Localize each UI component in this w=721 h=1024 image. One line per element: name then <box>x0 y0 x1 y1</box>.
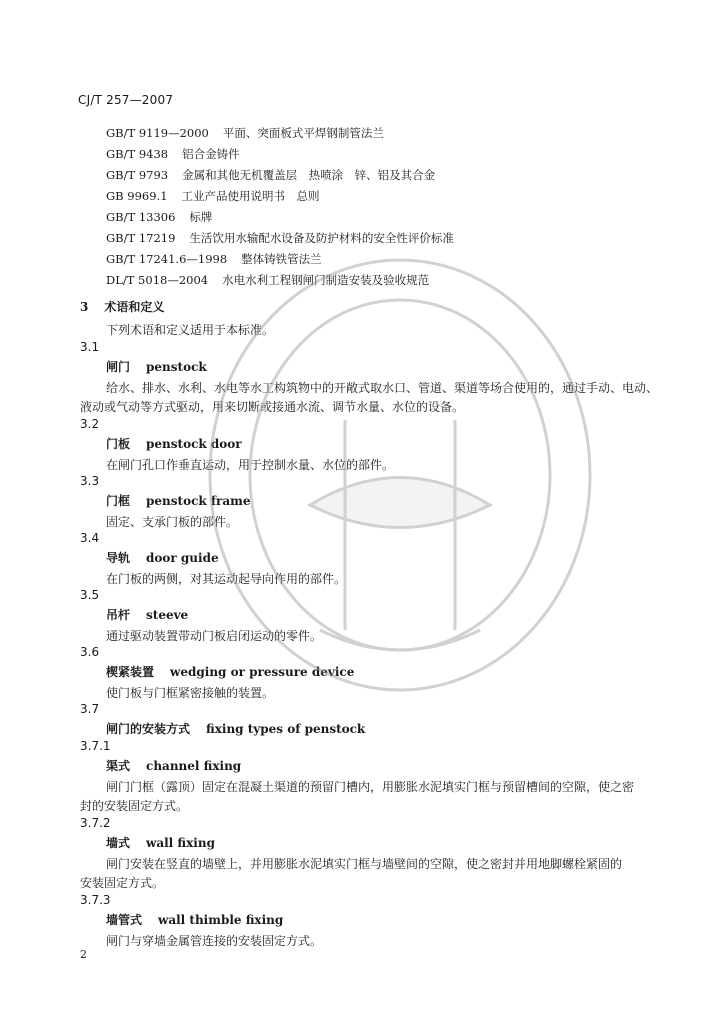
term-heading <box>106 834 215 851</box>
reference-code: GB/T 17219 <box>106 231 176 245</box>
section-intro: 下列术语和定义适用于本标准。 <box>106 323 275 337</box>
term-definition: 使门板与门框紧密接触的装置。 <box>106 686 275 700</box>
term-definition: 给水、排水、水利、水电等水工构筑物中的开敞式取水口、管道、渠道等场合使用的，通过手动、电动、 <box>106 381 659 395</box>
reference-code: GB/T 9438 <box>106 147 169 161</box>
term-definition: 在门板的两侧，对其运动起导向作用的部件。 <box>106 572 347 586</box>
term-number: 3.7 <box>80 702 100 716</box>
term-definition: 液动或气动等方式驱动，用来切断或接通水流、调节水量、水位的设备。 <box>80 400 465 414</box>
term-heading <box>106 549 219 566</box>
term-number: 3.7.3 <box>80 893 111 907</box>
term-definition: 封的安装固定方式。 <box>80 799 189 813</box>
term-number: 3.3 <box>80 474 100 488</box>
term-en: channel fixing <box>146 759 242 773</box>
reference-line <box>106 251 322 267</box>
term-heading <box>106 720 365 737</box>
term-heading <box>106 492 250 509</box>
term-en: wall fixing <box>146 836 215 850</box>
term-zh: 墙管式 <box>106 913 143 927</box>
term-definition: 固定、支承门板的部件。 <box>106 515 239 529</box>
term-heading <box>106 358 207 375</box>
term-number: 3.6 <box>80 645 100 659</box>
reference-line <box>106 209 212 225</box>
reference-title: 标牌 <box>189 210 213 224</box>
term-en: steeve <box>146 608 189 622</box>
reference-code: GB/T 9119—2000 <box>106 126 209 140</box>
term-number: 3.5 <box>80 588 100 602</box>
reference-line <box>106 272 429 288</box>
reference-code: GB/T 9793 <box>106 168 169 182</box>
section-title: 术语和定义 <box>104 300 165 314</box>
term-zh: 闸门 <box>106 360 131 374</box>
term-en: door guide <box>146 551 219 565</box>
standard-header: CJ/T 257—2007 <box>78 93 174 107</box>
term-definition: 通过驱动装置带动门板启闭运动的零件。 <box>106 629 323 643</box>
reference-line <box>106 230 454 246</box>
term-en: penstock <box>146 360 207 374</box>
term-en: wall thimble fixing <box>158 913 284 927</box>
term-heading <box>106 435 242 452</box>
term-number: 3.2 <box>80 417 100 431</box>
term-en: penstock frame <box>146 494 251 508</box>
reference-line <box>106 125 384 141</box>
reference-title: 整体铸铁管法兰 <box>241 252 322 266</box>
term-definition: 闸门门框（露顶）固定在混凝土渠道的预留门槽内，用膨胀水泥填实门框与预留槽间的空隙，使之密 <box>106 780 635 794</box>
reference-title: 金属和其他无机覆盖层 热喷涂 锌、铝及其合金 <box>182 168 436 182</box>
reference-title: 工业产品使用说明书 总则 <box>181 189 320 203</box>
reference-line <box>106 146 240 162</box>
term-definition: 在闸门孔口作垂直运动，用于控制水量、水位的部件。 <box>106 458 395 472</box>
term-heading <box>106 606 188 623</box>
reference-code: GB/T 13306 <box>106 210 176 224</box>
term-number: 3.7.1 <box>80 739 111 753</box>
term-definition: 安装固定方式。 <box>80 876 165 890</box>
reference-title: 铝合金铸件 <box>182 147 240 161</box>
reference-line <box>106 167 435 183</box>
term-zh: 渠式 <box>106 759 131 773</box>
reference-code: DL/T 5018—2004 <box>106 273 209 287</box>
term-zh: 吊杆 <box>106 608 131 622</box>
term-zh: 闸门的安装方式 <box>106 722 191 736</box>
reference-code: GB/T 17241.6—1998 <box>106 252 228 266</box>
term-definition: 闸门安装在竖直的墙壁上，并用膨胀水泥填实门框与墙壁间的空隙，使之密封并用地脚螺栓紧固的 <box>106 857 623 871</box>
term-number: 3.1 <box>80 340 100 354</box>
term-zh: 门框 <box>106 494 131 508</box>
term-heading <box>106 663 354 680</box>
term-en: wedging or pressure device <box>170 665 355 679</box>
reference-code: GB 9969.1 <box>106 189 168 203</box>
term-number: 3.7.2 <box>80 816 111 830</box>
term-zh: 楔紧装置 <box>106 665 155 679</box>
term-en: fixing types of penstock <box>206 722 366 736</box>
page-number: 2 <box>80 948 87 961</box>
term-zh: 墙式 <box>106 836 131 850</box>
reference-line <box>106 188 320 204</box>
section-number: 3 <box>80 300 89 314</box>
term-definition: 闸门与穿墙金属管连接的安装固定方式。 <box>106 934 323 948</box>
term-zh: 门板 <box>106 437 131 451</box>
reference-title: 平面、突面板式平焊钢制管法兰 <box>222 126 384 140</box>
term-heading <box>106 757 241 774</box>
reference-title: 水电水利工程钢闸门制造安装及验收规范 <box>222 273 430 287</box>
reference-title: 生活饮用水输配水设备及防护材料的安全性评价标准 <box>189 231 454 245</box>
section-heading <box>80 298 164 315</box>
term-heading <box>106 911 283 928</box>
term-number: 3.4 <box>80 531 100 545</box>
term-zh: 导轨 <box>106 551 131 565</box>
term-en: penstock door <box>146 437 242 451</box>
